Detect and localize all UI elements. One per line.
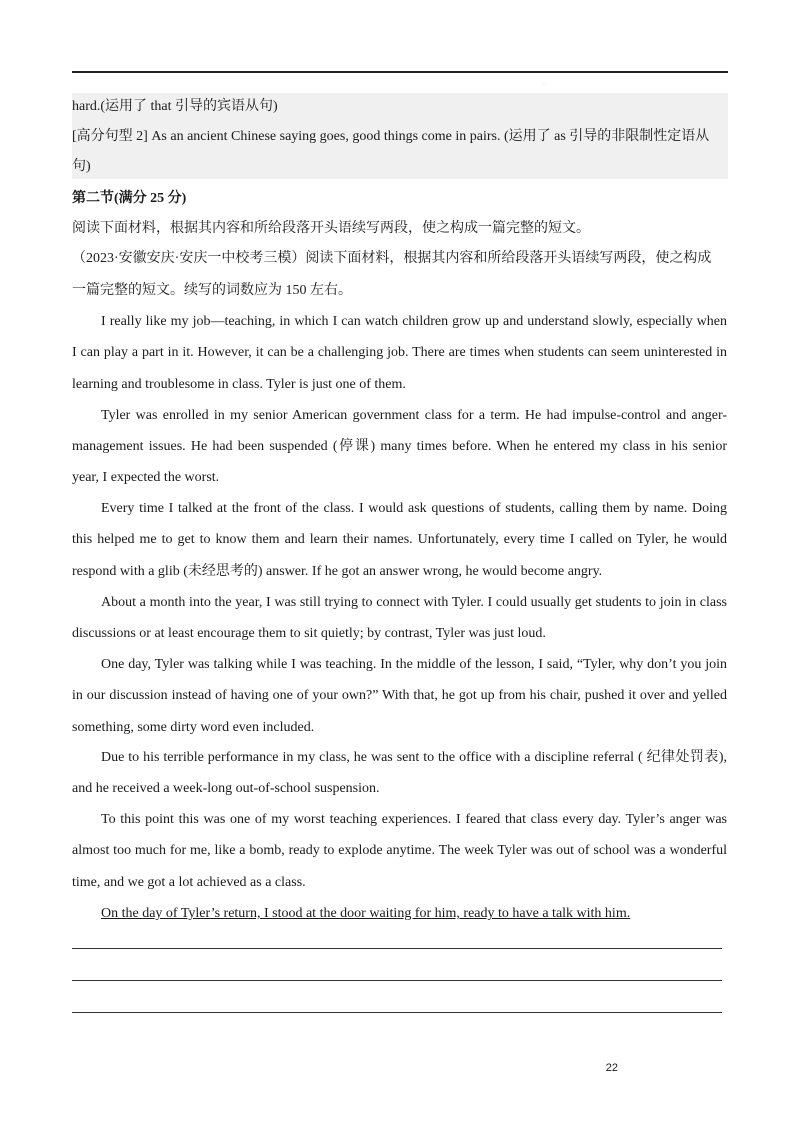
paragraph-4-line-2: discussions or at least encourage them to sit quietly; by contrast, Tyler was just loud. <box>72 626 546 641</box>
paragraph-6-line-1: Due to his terrible performance in my class, he was sent to the office with a discipline referral ( 纪律处罚表), <box>101 750 727 765</box>
paragraph-3-line-3: respond with a glib (未经思考的) answer. If he got an answer wrong, he would become angry. <box>72 564 603 579</box>
paragraph-7-line-3: time, and we got a lot achieved as a class. <box>72 875 306 890</box>
answer-line[interactable] <box>72 1012 722 1013</box>
paragraph-7-line-2: almost too much for me, like a bomb, ready to explode anytime. The week Tyler was out of school was a wonderful <box>72 843 727 858</box>
continuation-prompt: On the day of Tyler’s return, I stood at the door waiting for him, ready to have a talk with him. <box>101 906 631 921</box>
paragraph-4-line-1: About a month into the year, I was still trying to connect with Tyler. I could usually get students to join in class <box>101 595 727 610</box>
paragraph-7-line-1: To this point this was one of my worst teaching experiences. I feared that class every day. Tyler’s anger was <box>101 812 727 827</box>
answer-line[interactable] <box>72 948 722 949</box>
paragraph-1-line-1: I really like my job—teaching, in which I can watch children grow up and understand slowly, especially when <box>101 314 727 329</box>
paragraph-3-line-2: this helped me to get to know them and learn their names. Unfortunately, every time I called on Tyler, he would <box>72 532 727 547</box>
paragraph-3-line-1: Every time I talked at the front of the class. I would ask questions of students, calling them by name. Doing <box>101 501 727 516</box>
paragraph-5-line-1: One day, Tyler was talking while I was teaching. In the middle of the lesson, I said, “Tyler, why don’t you join <box>101 657 727 672</box>
page-number: 22 <box>605 1062 618 1074</box>
paragraph-1-line-2: I can play a part in it. However, it can be a challenging job. There are times when students can seem uninterested in <box>72 345 727 360</box>
paragraph-1-line-3: learning and troublesome in class. Tyler is just one of them. <box>72 377 406 392</box>
header-rule <box>72 71 728 73</box>
shaded-line-2: [高分句型 2] As an ancient Chinese saying goes, good things come in pairs. (运用了 as 引导的非限制性定语从 <box>72 129 710 144</box>
header-marker: · <box>543 82 545 88</box>
instruction-text: 阅读下面材料，根据其内容和所给段落开头语续写两段，使之构成一篇完整的短文。 <box>72 221 590 236</box>
paragraph-5-line-3: something, some dirty word even included. <box>72 720 315 735</box>
paragraph-6-line-2: and he received a week-long out-of-school suspension. <box>72 781 380 796</box>
page-number-wrapper <box>0 1062 618 1074</box>
shaded-line-1: hard.(运用了 that 引导的宾语从句) <box>72 99 278 114</box>
paragraph-2-line-3: year, I expected the worst. <box>72 470 220 485</box>
shaded-line-3: 句) <box>72 159 91 174</box>
source-line-2: 一篇完整的短文。续写的词数应为 150 左右。 <box>72 283 352 298</box>
source-line-1: （2023·安徽安庆·安庆一中校考三模）阅读下面材料，根据其内容和所给段落开头语续写两段，使之构成 <box>72 251 712 266</box>
answer-line[interactable] <box>72 980 722 981</box>
paragraph-2-line-1: Tyler was enrolled in my senior American government class for a term. He had impulse-control and anger- <box>101 408 727 423</box>
paragraph-5-line-2: in our discussion instead of having one of your own?” With that, he got up from his chair, pushed it over and yelled <box>72 688 727 703</box>
paragraph-2-line-2: management issues. He had been suspended (停课) many times before. When he entered my class in his senior <box>72 439 727 454</box>
section-heading: 第二节(满分 25 分) <box>72 191 187 206</box>
